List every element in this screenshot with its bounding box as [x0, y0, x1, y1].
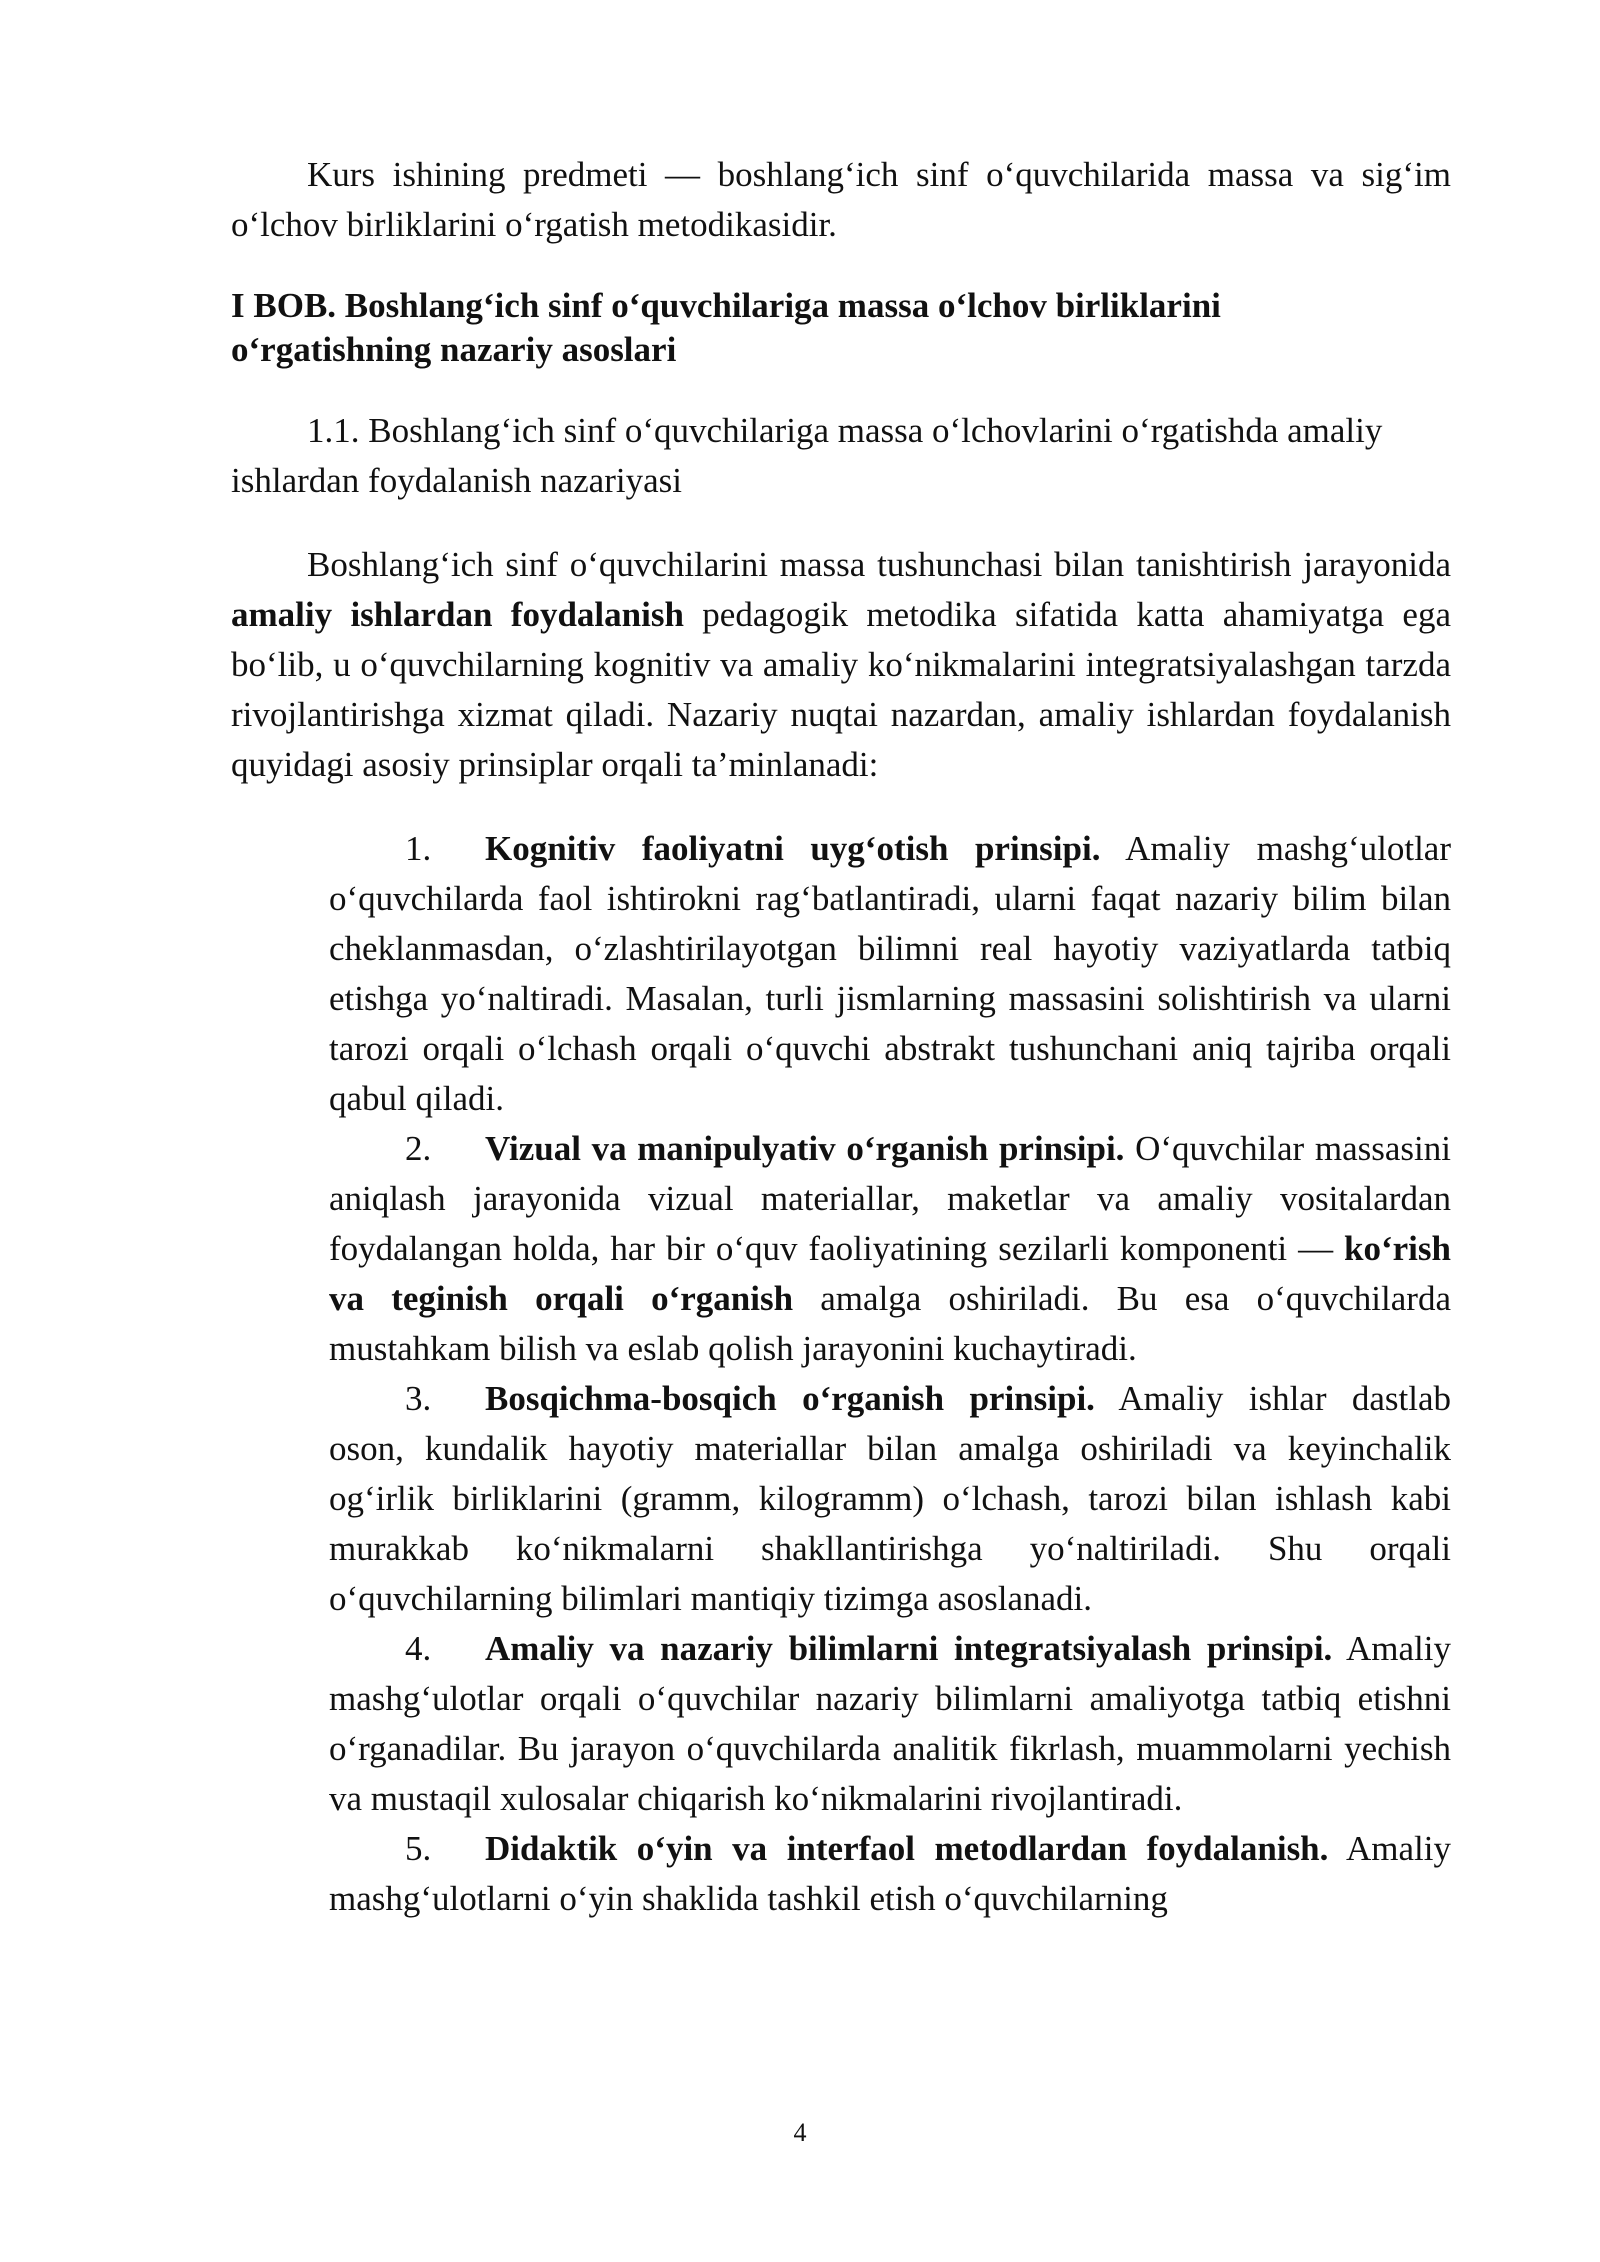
principles-list [231, 824, 1451, 1924]
lead-text-before: Boshlang‘ich sinf o‘quvchilarini massa tushunchasi bilan tanishtirish jarayonida [307, 545, 1451, 584]
principle-item-2 [329, 1124, 1451, 1374]
lead-paragraph [231, 540, 1451, 790]
principle-item-1 [329, 824, 1451, 1124]
chapter-heading-line-2: o‘rgatishning nazariy asoslari [231, 330, 677, 369]
principle-item-3 [329, 1374, 1451, 1624]
principle-number: 1. [405, 829, 432, 868]
principle-number: 2. [405, 1129, 432, 1168]
principle-number: 5. [405, 1829, 432, 1868]
chapter-heading [231, 284, 1451, 372]
principle-number: 4. [405, 1629, 432, 1668]
principle-text: amalga oshiriladi. Bu esa o‘quvchilarda mustahkam bilish va eslab qolish jarayonini kuchaytiradi. [329, 1279, 1451, 1368]
chapter-heading-line-1: I BOB. Boshlang‘ich sinf o‘quvchilariga massa o‘lchov birliklarini [231, 286, 1221, 325]
principle-item-4 [329, 1624, 1451, 1824]
principle-title: Vizual va manipulyativ o‘rganish prinsipi. [485, 1129, 1125, 1168]
lead-text-after: pedagogik metodika sifatida katta ahamiyatga ega bo‘lib, u o‘quvchilarning kognitiv va amaliy ko‘nikmalarini integratsiyalashgan tarzda rivojlantirishga xizmat qiladi. Nazariy nuqtai nazardan, amaliy ishlardan foydalanish quyidagi asosiy prinsiplar orqali ta’minlanadi: [231, 595, 1451, 784]
principle-text: Amaliy ishlar dastlab oson, kundalik hayotiy materiallar bilan amalga oshiriladi va keyinchalik og‘irlik birliklarini (gramm, kilogramm) o‘lchash, tarozi bilan ishlash kabi murakkab ko‘nikmalarni shakllantirishga yo‘naltiriladi. Shu orqali o‘quvchilarning bilimlari mantiqiy tizimga asoslanadi. [329, 1379, 1452, 1618]
section-heading: 1.1. Boshlang‘ich sinf o‘quvchilariga massa o‘lchovlarini o‘rgatishda amaliy ishlardan foydalanish nazariyasi [231, 411, 1383, 500]
principle-text: Amaliy mashg‘ulotlar o‘quvchilarda faol ishtirokni rag‘batlantiradi, ularni faqat nazariy bilim bilan cheklanmasdan, o‘zlashtirilayotgan bilimni real hayotiy vaziyatlarda tatbiq etishga yo‘naltiradi. Masalan, turli jismlarning massasini solishtirish va ularni tarozi orqali o‘lchash orqali o‘quvchi abstrakt tushunchani aniq tajriba orqali qabul qiladi. [329, 829, 1451, 1118]
principle-text: O‘quvchilar massasini aniqlash jarayonida vizual materiallar, maketlar va amaliy vositalardan foydalangan holda, har bir o‘quv faoliyatining sezilarli komponenti — [329, 1129, 1451, 1268]
principle-title: Bosqichma-bosqich o‘rganish prinsipi. [485, 1379, 1095, 1418]
page-content [231, 150, 1451, 1924]
principle-item-5 [329, 1824, 1451, 1924]
principle-text: Amaliy mashg‘ulotlar orqali o‘quvchilar nazariy bilimlarni amaliyotga tatbiq etishni o‘rganadilar. Bu jarayon o‘quvchilarda analitik fikrlash, muammolarni yechish va mustaqil xulosalar chiqarish ko‘nikmalarini rivojlantiradi. [329, 1629, 1451, 1818]
principle-text: Amaliy mashg‘ulotlarni o‘yin shaklida tashkil etish o‘quvchilarning [329, 1829, 1451, 1918]
principle-number: 3. [405, 1379, 432, 1418]
page-number: 4 [793, 2118, 807, 2147]
principle-title: Kognitiv faoliyatni uyg‘otish prinsipi. [485, 829, 1101, 868]
principle-bold-phrase: ko‘rish va teginish orqali o‘rganish [329, 1229, 1451, 1318]
principle-title: Didaktik o‘yin va interfaol metodlardan foydalanish. [485, 1829, 1329, 1868]
principle-title: Amaliy va nazariy bilimlarni integratsiyalash prinsipi. [485, 1629, 1333, 1668]
intro-paragraph: Kurs ishining predmeti — boshlang‘ich sinf o‘quvchilarida massa va sig‘im o‘lchov birliklarini o‘rgatish metodikasidir. [231, 155, 1451, 244]
lead-bold-term: amaliy ishlardan foydalanish [231, 595, 684, 634]
